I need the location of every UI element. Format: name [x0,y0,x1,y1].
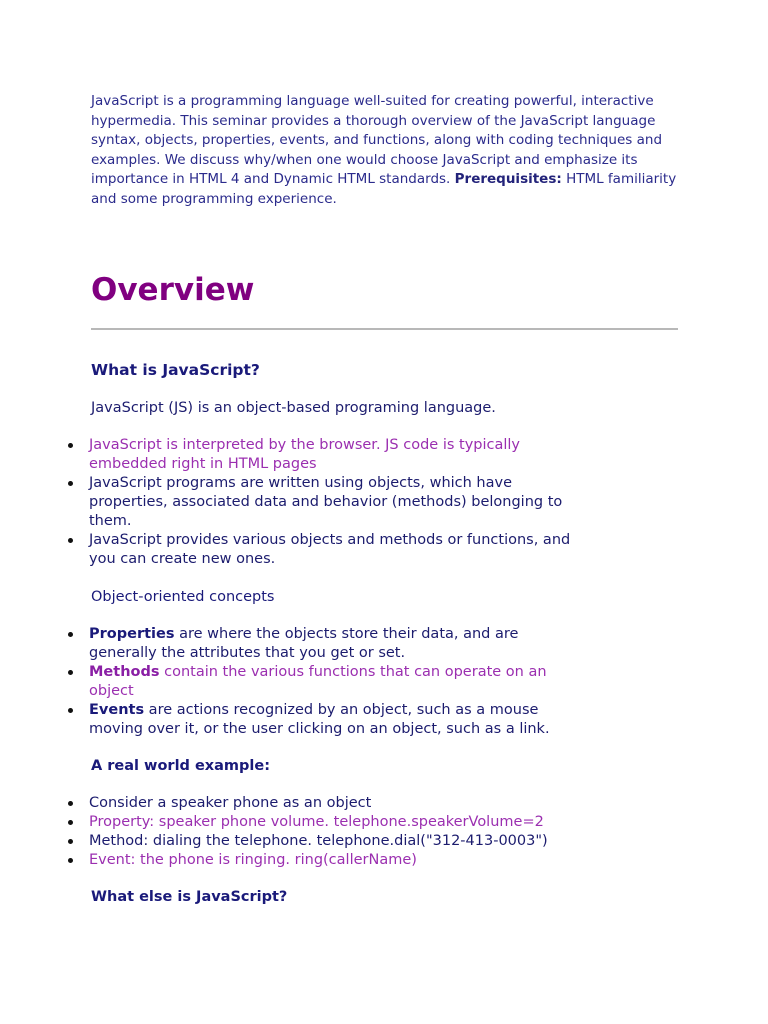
what-is-js-heading: What is JavaScript? [91,360,260,379]
real-world-example-list [0,794,679,870]
oop-concepts-heading: Object-oriented concepts [91,588,275,605]
horizontal-rule [91,328,678,330]
properties-text: are where the objects store their data, and are generally the attributes that you get or set. [89,625,519,661]
events-text: are actions recognized by an object, such as a mouse moving over it, or the user clicking on an object, such as a link. [89,701,550,737]
list-item: Consider a speaker phone as an object [89,794,579,813]
methods-term: Methods [89,663,160,680]
properties-term: Properties [89,625,175,642]
list-item: JavaScript is interpreted by the browser. JS code is typically embedded right in HTML pages [89,436,579,474]
list-item: JavaScript provides various objects and methods or functions, and you can create new ones. [89,531,579,569]
oop-concepts-list [0,625,679,739]
methods-text: contain the various functions that can operate on an object [89,663,547,699]
document-page [91,92,679,907]
what-is-js-list [0,436,679,569]
list-item [89,663,579,701]
overview-title: Overview [91,271,255,308]
real-world-example-heading: A real world example: [91,757,271,774]
intro-paragraph [91,92,679,210]
intro-text: JavaScript is a programming language well-suited for creating powerful, interactive hypermedia. This seminar provides a thorough overview of the JavaScript language syntax, objects, properties, events, and functions, along with coding techniques and examples. We discuss why/when one would choose JavaScript and emphasize its importance in HTML 4 and Dynamic HTML standards. [91,93,663,188]
list-item [89,625,579,663]
what-is-js-lead: JavaScript (JS) is an object-based programing language. [91,399,496,416]
events-term: Events [89,701,145,718]
list-item: Event: the phone is ringing. ring(callerName) [89,851,579,870]
list-item [89,701,579,739]
list-item: Method: dialing the telephone. telephone.dial("312-413-0003") [89,832,579,851]
what-else-heading: What else is JavaScript? [91,888,288,905]
list-item: Property: speaker phone volume. telephone.speakerVolume=2 [89,813,579,832]
prerequisites-text: HTML familiarity and some programming experience. [91,171,677,207]
prerequisites-label: Prerequisites: [454,171,562,188]
list-item: JavaScript programs are written using objects, which have properties, associated data and behavior (methods) belonging to them. [89,474,579,531]
